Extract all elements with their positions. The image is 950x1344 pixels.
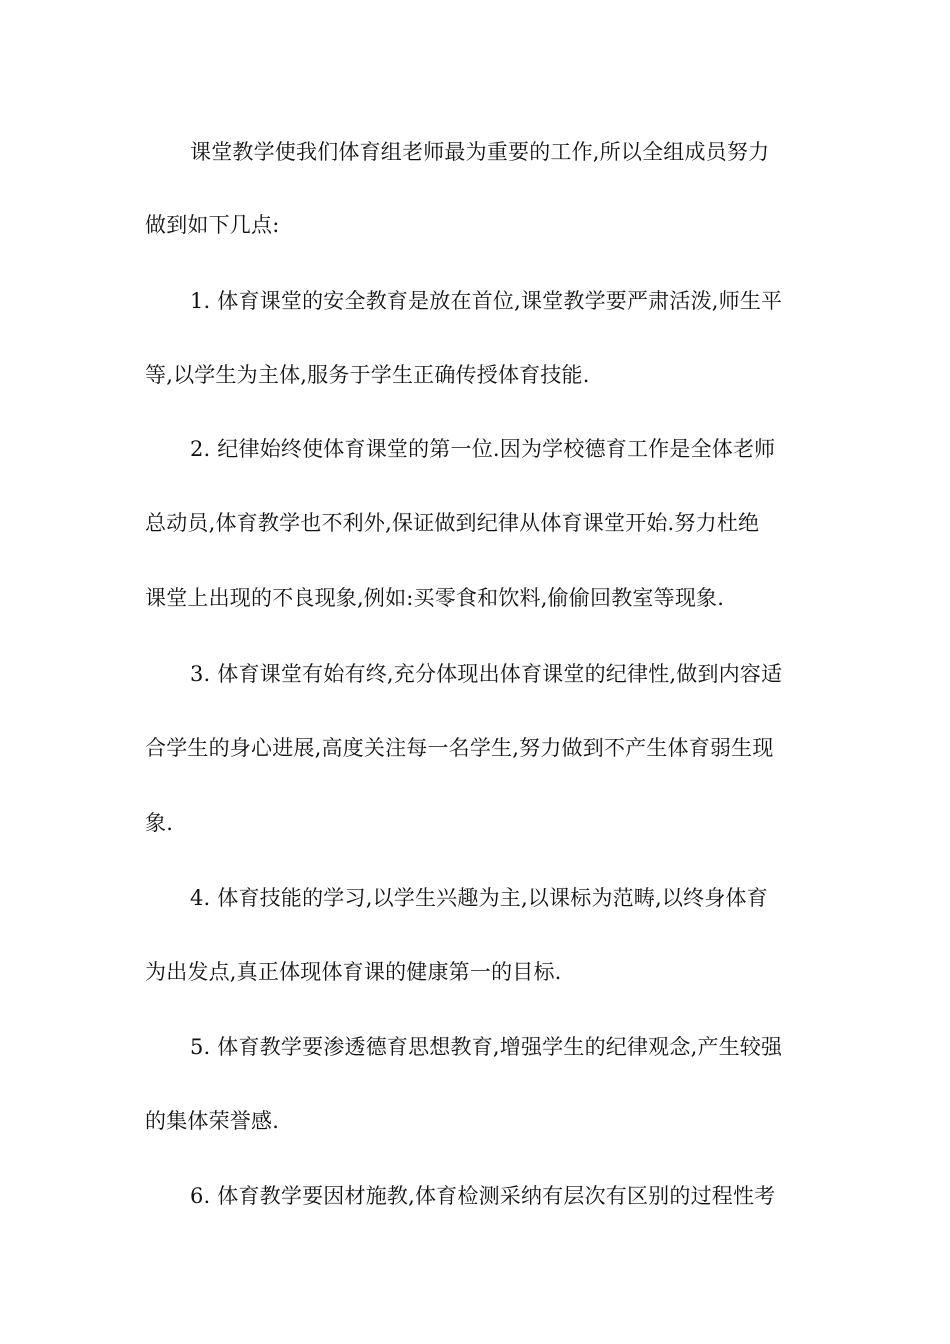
- item-5-line-2: 的集体荣誉感.: [145, 1109, 280, 1133]
- item-2-line-1: 2. 纪律始终使体育课堂的第一位.因为学校德育工作是全体老师: [190, 437, 776, 461]
- item-4-line-2: 为出发点,真正体现体育课的健康第一的目标.: [145, 960, 562, 984]
- item-4-line-1: 4. 体育技能的学习,以学生兴趣为主,以课标为范畴,以终身体育: [190, 886, 768, 910]
- item-5-line-1: 5. 体育教学要渗透德育思想教育,增强学生的纪律观念,产生较强: [190, 1035, 783, 1059]
- item-3-line-3: 象.: [145, 811, 174, 835]
- item-6-line-1: 6. 体育教学要因材施教,体育检测采纳有层次有区别的过程性考: [190, 1184, 776, 1208]
- paragraph-intro-line-2: 做到如下几点:: [145, 213, 280, 237]
- item-1-line-2: 等,以学生为主体,服务于学生正确传授体育技能.: [145, 363, 590, 387]
- item-3-line-2: 合学生的身心进展,高度关注每一名学生,努力做到不产生体育弱生现: [145, 736, 774, 760]
- paragraph-intro-line-1: 课堂教学使我们体育组老师最为重要的工作,所以全组成员努力: [190, 140, 770, 164]
- item-1-line-1: 1. 体育课堂的安全教育是放在首位,课堂教学要严肃活泼,师生平: [190, 289, 783, 313]
- item-2-line-2: 总动员,体育教学也不利外,保证做到纪律从体育课堂开始.努力杜绝: [145, 511, 760, 535]
- item-3-line-1: 3. 体育课堂有始有终,充分体现出体育课堂的纪律性,做到内容适: [190, 662, 783, 686]
- item-2-line-3: 课堂上出现的不良现象,例如:买零食和饮料,偷偷回教室等现象.: [145, 586, 725, 610]
